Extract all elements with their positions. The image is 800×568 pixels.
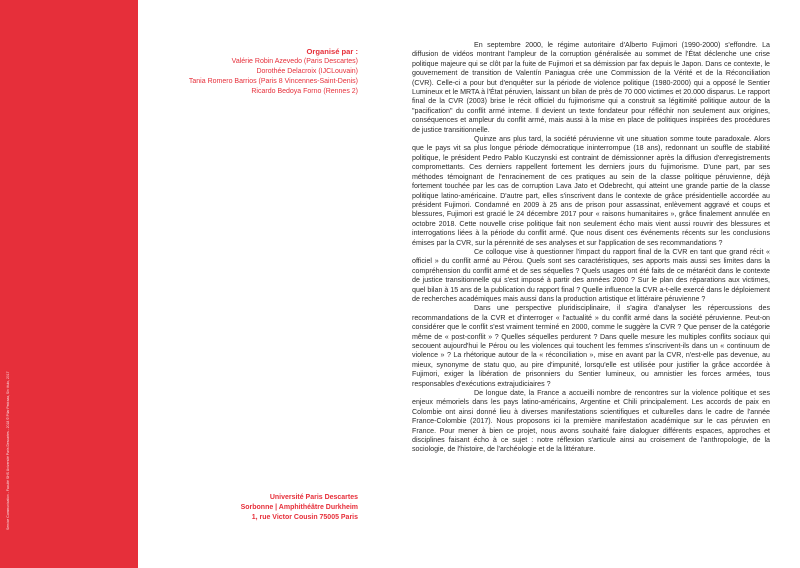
organizer-name: Tania Romero Barrios (Paris 8 Vincennes-Saint-Denis) bbox=[188, 78, 358, 85]
organizers-heading: Organisé par : bbox=[306, 47, 358, 56]
body-paragraph: Ce colloque vise à questionner l'impact du rapport final de la CVR en tant que grand récit « officiel » du conflit armé au Pérou. Quels sont ses caractéristiques, ses apports mais aussi ses limites dans la compréhension du conflit armé et de ses séquelles ? Quels usages ont été faits de ce métarécit dans le contexte de justice transitionnelle qui s'est imposé à partir des années 2000 ? Sur le plan des réparations aux victimes, quel bilan à 15 ans de la publication du rapport final ? Quelle influence la CVR a-t-elle exercé dans le déploiement de recherches académiques mais aussi dans la production artistique et littéraire péruvienne ? bbox=[412, 247, 770, 303]
venue-room: Sorbonne | Amphithéâtre Durkheim bbox=[240, 502, 358, 511]
organizer-name: Valérie Robin Azevedo (Paris Descartes) bbox=[231, 58, 358, 65]
venue-street: 1, rue Victor Cousin 75005 Paris bbox=[251, 512, 358, 521]
venue-university: Université Paris Descartes bbox=[269, 492, 358, 501]
organizer-name: Dorothée Delacroix (IJCLouvain) bbox=[256, 68, 358, 75]
organizers-block bbox=[140, 47, 358, 97]
red-sidebar-band bbox=[0, 0, 138, 568]
body-paragraph: Quinze ans plus tard, la société péruvienne vit une situation somme toute paradoxale. Alors que le pays vit sa plus longue période démocratique ininterrompue (18 ans), redonnant un souffle de stabilité politique, le président Pedro Pablo Kuczynski est contraint de démissionner après la diffusion d'enregistrements compromettants. Ces derniers rappellent fortement les derniers jours du fujimorisme. D'une part, par ses méthodes témoignant de l'enracinement de ces pratiques au sein de la classe politique péruvienne, déjà fortement touchée par les cas de corruption Lava Jato et Odebrecht, qui atteint une grande partie de la classe politique latino-américaine. D'autre part, elles s'inscrivent dans le contexte de grâce présidentielle accordée au président Fujimori. Condamné en 2009 à 25 ans de prison pour assassinat, enlèvement aggravé et coups et blessures, Fujimori est gracié le 24 décembre 2017 pour « raisons humanitaires », grâce finalement annulée en octobre 2018. Cette nouvelle crise politique fait non seulement écho mais vient aussi rouvrir des blessures et interrogations liées à la période du conflit armé. Que nous disent ces événements récents sur les conclusions émises par la CVR, sur la pérennité de ses analyses et sur l'application de ses recommandations ? bbox=[412, 135, 770, 247]
body-paragraph: En septembre 2000, le régime autoritaire d'Alberto Fujimori (1990-2000) s'effondre. La diffusion de vidéos montrant l'ampleur de la corruption généralisée au sommet de l'État déclenche une crise politique majeure qui se clôt par la fuite de Fujimori et sa démission par fax depuis le Japon. Dans ce contexte, le gouvernement de transition de Valentín Paniagua crée une Commission de la Vérité et de la Réconciliation (CVR). Celle-ci a pour but d'enquêter sur la période de violence politique (1980-2000) qui a opposé le Sentier Lumineux et le MRTA à l'État péruvien, laissant un bilan de près de 70 000 victimes et 20.000 disparus. Le rapport final de la CVR (2003) brise le récit officiel du fujimorisme qui a construit sa légitimité politique autour de la "pacification" du conflit armé interne. Il devient un texte fondateur pour réfléchir non seulement aux origines, conséquences et ampleur du conflit armé, mais aussi à la mise en place de politiques inspirées des procédures de justice transitionnelle. bbox=[412, 41, 770, 134]
organizer-name: Ricardo Bedoya Forno (Rennes 2) bbox=[251, 88, 358, 95]
image-credit: Service Communication - Faculté SHS Université Paris Descartes - 2018 © Pilar Pedraza, Sin título, 2017 bbox=[6, 371, 10, 530]
organizers-list bbox=[140, 57, 358, 97]
body-paragraph: De longue date, la France a accueilli nombre de rencontres sur la violence politique et ses enjeux mémoriels dans les pays latino-américains, Argentine et Chili principalement. Les accords de paix en Colombie ont ainsi donné lieu à diverses manifestations scientifiques et culturelles dans le cadre de l'année France-Colombie (2017). Nous proposons ici la première manifestation académique sur le cas péruvien en France. Pour mener à bien ce projet, nous avons souhaité faire dialoguer différents espaces, approches et disciplines faisant écho à ce sujet : notre réflexion s'articule ainsi au croisement de l'anthropologie, de la sociologie, de l'histoire, de l'archéologie et de la littérature. bbox=[412, 389, 770, 454]
body-paragraph: Dans une perspective pluridisciplinaire, il s'agira d'analyser les répercussions des recommandations de la CVR et d'interroger « l'actualité » du conflit armé dans la société péruvienne. Peut-on considérer que le conflit s'est vraiment terminé en 2000, comme le suggère la CVR ? Que penser de la catégorie même de « post-conflit » ? Quelles séquelles perdurent ? Dans quelle mesure les multiples conflits sociaux qui secouent aujourd'hui le Pérou ou les violences qui touchent les femmes s'inscrivent-ils dans un « continuum de violence » ? La rhétorique autour de la « réconciliation », mise en avant par la CVR, n'est-elle pas devenue, au mieux, synonyme de statu quo, au pire d'impunité, lorsqu'elle est utilisée pour justifier la grâce accordée à Fujimori, exiger la libération de prisonniers du Sentier lumineux, ou amnistier les forces armées, tous responsables d'exécutions extrajudiciaires ? bbox=[412, 304, 770, 388]
main-text-column bbox=[412, 41, 770, 526]
venue-address bbox=[140, 492, 358, 522]
